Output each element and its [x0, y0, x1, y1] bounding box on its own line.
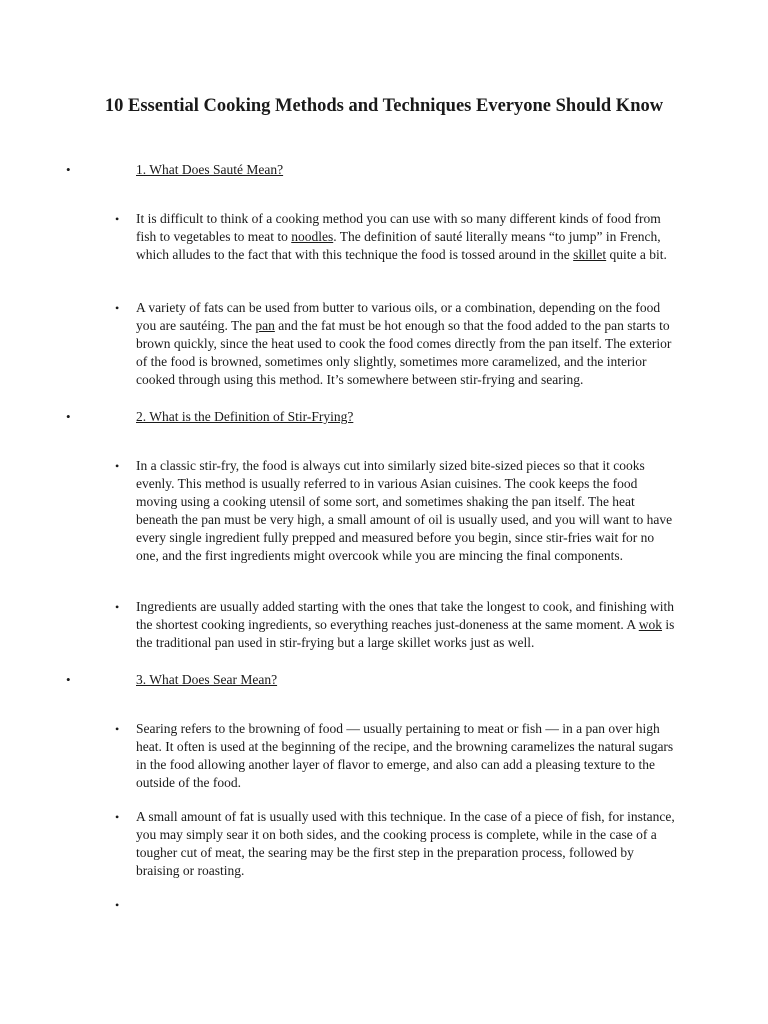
list-bullet: • — [115, 600, 120, 614]
paragraph-sear-1 — [115, 720, 680, 792]
paragraph-stir-fry-1 — [115, 457, 680, 565]
section-heading-link-saute[interactable]: 1. What Does Sauté Mean? — [136, 162, 284, 177]
list-bullet: • — [115, 301, 120, 315]
paragraph-text: Ingredients are usually added starting with the ones that take the longest to cook, and finishing with the shortest cooking ingredients, so everything reaches just-doneness at the same moment. A wok is the traditional pan used in stir-frying but a large skillet works just as well. — [136, 599, 675, 650]
paragraph-saute-2 — [115, 299, 680, 389]
list-bullet: • — [66, 409, 71, 424]
paragraph-text: A small amount of fat is usually used with this technique. In the case of a piece of fish, for instance, you may simply sear it on both sides, and the cooking process is complete, while in the case of a tougher cut of meat, the searing may be the first step in the preparation process, followed by braising or roasting. — [136, 809, 675, 878]
empty-list-bullet: • — [115, 898, 120, 912]
list-bullet: • — [115, 722, 120, 736]
list-bullet: • — [66, 162, 71, 177]
noodles-link[interactable]: noodles — [291, 229, 334, 244]
paragraph-text: In a classic stir-fry, the food is always cut into similarly sized bite-sized pieces so that it cooks evenly. This method is usually referred to in various Asian cuisines. The cook keeps the food moving using a cooking utensil of some sort, and sometimes shaking the pan itself. The heat beneath the pan must be very high, a small amount of oil is usually used, and you will want to have every single ingredient fully prepped and measured before you begin, since stir-fries wait for no one, and the first ingredients might overcook while you are mincing the final components. — [136, 458, 673, 563]
paragraph-stir-fry-2 — [115, 598, 680, 652]
paragraph-text: It is difficult to think of a cooking method you can use with so many different kinds of food from fish to vegetables to meat to noodles. The definition of sauté literally means “to jump” in French, which alludes to the fact that with this technique the food is tossed around in the skillet quite a bit. — [136, 211, 667, 262]
section-heading-item-1 — [0, 161, 768, 179]
list-bullet: • — [66, 672, 71, 687]
wok-link[interactable]: wok — [638, 617, 663, 632]
paragraph-text: A variety of fats can be used from butter to various oils, or a combination, depending on the food you are sautéing. The pan and the fat must be hot enough so that the food added to the pan starts to brown quickly, since the heat used to cook the food comes directly from the pan itself. The exterior of the food is browned, sometimes only slightly, sometimes more caramelized, and the interior cooked through using this method. It’s somewhere between stir-frying and searing. — [136, 300, 672, 387]
document-title: 10 Essential Cooking Methods and Techniques Everyone Should Know — [104, 96, 664, 116]
section-heading-item-3 — [0, 671, 768, 689]
section-heading-link-sear[interactable]: 3. What Does Sear Mean? — [136, 672, 278, 687]
paragraph-saute-1 — [115, 210, 680, 264]
list-bullet: • — [115, 459, 120, 473]
skillet-link[interactable]: skillet — [573, 247, 607, 262]
section-heading-link-stir-frying[interactable]: 2. What is the Definition of Stir-Frying? — [136, 409, 354, 424]
paragraph-text: Searing refers to the browning of food — usually pertaining to meat or fish — in a pan over high heat. It often is used at the beginning of the recipe, and the browning caramelizes the natural sugars in the food allowing another layer of flavor to emerge, and also can add a pleasing texture to the outside of the food. — [136, 721, 674, 790]
list-bullet: • — [115, 212, 120, 226]
list-bullet: • — [115, 810, 120, 824]
pan-link[interactable]: pan — [255, 318, 275, 333]
section-heading-item-2 — [0, 408, 768, 426]
paragraph-sear-2 — [115, 808, 680, 880]
